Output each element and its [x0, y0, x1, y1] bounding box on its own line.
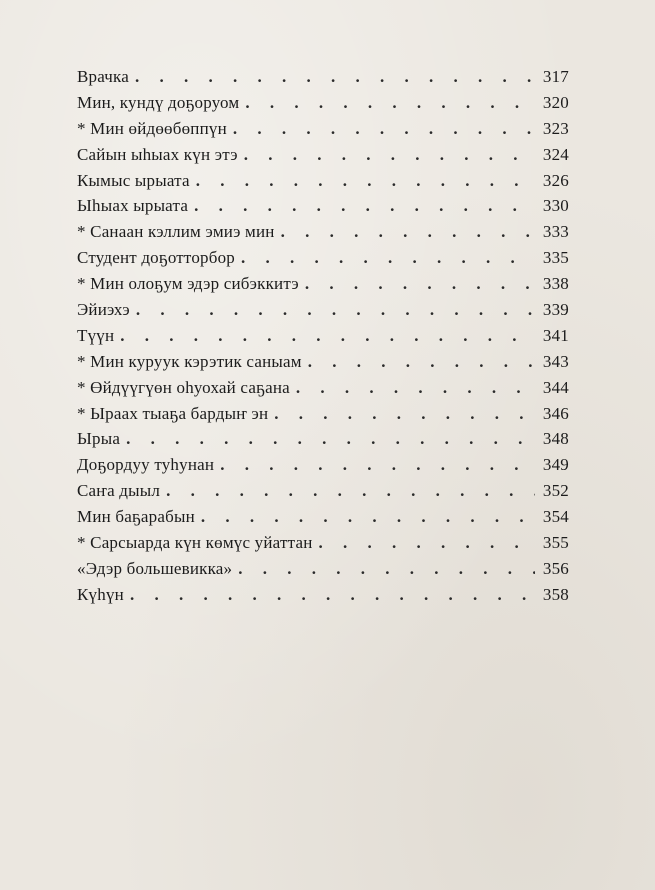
dot-leader [194, 196, 535, 216]
toc-entry [77, 585, 569, 611]
dot-leader [135, 67, 535, 87]
dot-leader [296, 378, 535, 398]
dot-leader [244, 145, 535, 165]
dot-leader [241, 248, 535, 268]
toc-entry [77, 196, 569, 222]
dot-leader [136, 300, 535, 320]
toc-entry-title: Врачка [77, 67, 130, 86]
toc-entry-title: Эйиэхэ [77, 300, 130, 320]
dot-leader [196, 171, 535, 191]
toc-entry-page: 335 [542, 248, 569, 268]
toc-entry [77, 559, 569, 585]
toc-entry-page: 317 [542, 67, 569, 86]
toc-entry [77, 67, 569, 93]
toc-entry-page: 356 [542, 558, 569, 578]
toc-entry [77, 222, 569, 248]
toc-entry-title: Күһүн [77, 584, 124, 604]
toc-entry [77, 352, 569, 378]
toc-entry-title: * Сарсыарда күн көмүс уйаттан [77, 533, 313, 553]
toc-entry [77, 507, 569, 533]
toc-entry [77, 378, 569, 404]
dot-leader [233, 119, 535, 139]
dot-leader [281, 222, 535, 242]
dot-leader [274, 404, 535, 424]
toc-entry [77, 455, 569, 481]
toc-entry-title: Мин баҕарабын [77, 507, 195, 527]
toc-entry-page: 326 [542, 170, 569, 190]
toc-entry-title: «Эдэр большевикка» [77, 558, 233, 578]
toc-entry-title: * Мин куруук кэрэтик саныам [77, 351, 302, 371]
toc-entry-page: 320 [542, 92, 569, 112]
toc-entry-title: * Санаан кэллим эмиэ мин [77, 222, 275, 242]
toc-entry-title: Түүн [77, 325, 115, 345]
toc-entry-title: * Өйдүүгүөн оһуохай саҕана [77, 377, 290, 397]
toc-entry-page: 348 [542, 429, 569, 449]
toc-entry-page: 323 [542, 118, 569, 138]
toc-entry-title: * Мин өйдөөбөппүн [77, 118, 227, 138]
toc-entry-title: Ырыа [77, 429, 121, 449]
dot-leader [120, 326, 535, 346]
toc-entry-page: 330 [542, 196, 569, 216]
dot-leader [220, 455, 535, 475]
dot-leader [308, 352, 535, 372]
toc-entry-title: Доҕордуу туһунан [77, 455, 215, 475]
toc-entry-title: Мин, кундү доҕоруом [77, 92, 240, 112]
dot-leader [126, 429, 535, 449]
toc-entry [77, 326, 569, 352]
toc-entry-page: 354 [542, 507, 569, 527]
toc-entry-page: 324 [542, 144, 569, 164]
toc-entry-page: 341 [542, 325, 569, 345]
toc-entry [77, 171, 569, 197]
dot-leader [201, 507, 535, 527]
dot-leader [130, 585, 535, 605]
toc-entry-page: 339 [542, 300, 569, 320]
toc-entry [77, 481, 569, 507]
toc-entry-page: 349 [542, 455, 569, 475]
toc-entry-title: Студент доҕотторбор [77, 248, 235, 268]
toc-entry-title: Кымыс ырыата [77, 170, 190, 190]
dot-leader [305, 274, 535, 294]
toc-entry [77, 248, 569, 274]
toc-entry-page: 333 [542, 222, 569, 242]
toc-entry [77, 274, 569, 300]
toc-entry [77, 300, 569, 326]
toc-entry [77, 429, 569, 455]
toc-entry-page: 358 [542, 584, 569, 604]
toc-entry-page: 338 [542, 274, 569, 294]
dot-leader [245, 93, 535, 113]
toc-entry-page: 352 [542, 481, 569, 501]
dot-leader [238, 559, 535, 579]
toc-entry [77, 145, 569, 171]
toc-entry-title: Сайын ыһыах күн этэ [77, 144, 238, 164]
toc-entry [77, 119, 569, 145]
dot-leader [166, 481, 535, 501]
toc-entry-page: 355 [542, 533, 569, 553]
toc-entry [77, 404, 569, 430]
toc-entry-title: * Ыраах тыаҕа бардыҥ эн [77, 403, 269, 423]
toc-entry-page: 344 [542, 377, 569, 397]
toc-entry-title: Ыһыах ырыата [77, 196, 189, 216]
toc-entry-title: * Мин олоҕум эдэр сибэккитэ [77, 274, 299, 294]
toc-entry-page: 346 [542, 403, 569, 423]
toc-entry [77, 533, 569, 559]
toc-entry-page: 343 [542, 351, 569, 371]
toc-entry [77, 93, 569, 119]
dot-leader [319, 533, 536, 553]
toc-entry-title: Саҥа дыыл [77, 481, 161, 501]
table-of-contents [77, 67, 569, 611]
